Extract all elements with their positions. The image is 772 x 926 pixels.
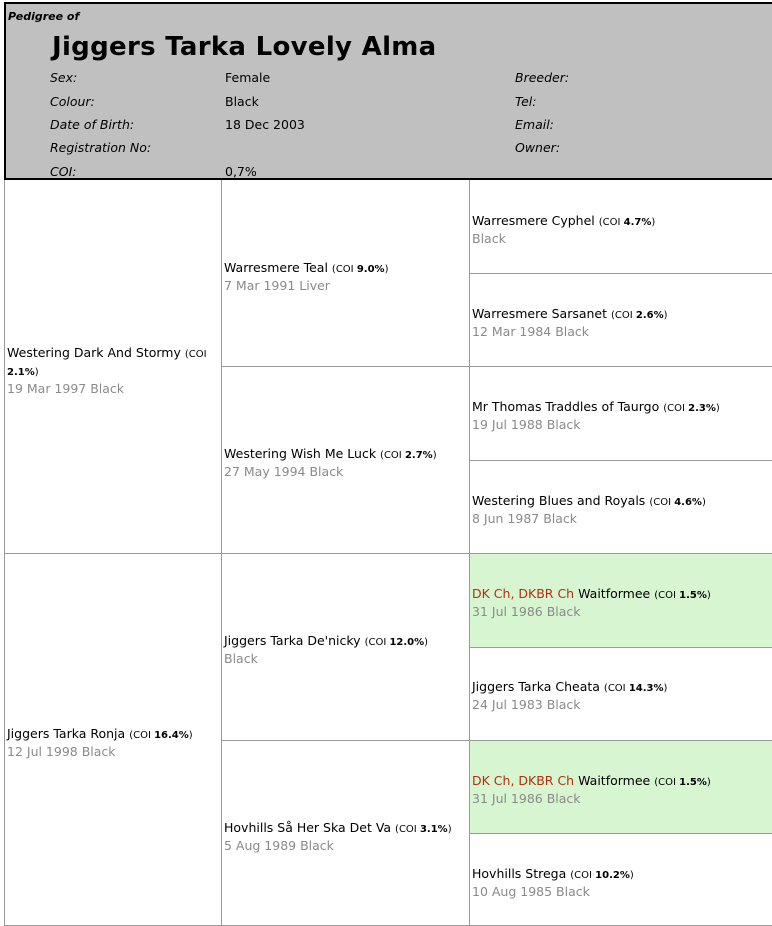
ancestor-ssd[interactable] xyxy=(470,274,772,367)
dog-name: Waitformee xyxy=(578,586,651,601)
dog-entry xyxy=(472,213,771,247)
coi-badge: (COI 4.6%) xyxy=(649,497,706,508)
ancestor-ddd[interactable] xyxy=(470,834,772,926)
dog-name: Mr Thomas Traddles of Taurgo xyxy=(472,399,660,414)
ancestor-dam-sire[interactable] xyxy=(222,554,470,741)
coi-badge: (COI 2.7%) xyxy=(380,450,437,461)
coi-badge: (COI 2.1%) xyxy=(7,349,207,378)
tel-label: Tel: xyxy=(515,94,537,109)
dog-entry xyxy=(472,866,771,900)
coi-badge: (COI 2.6%) xyxy=(611,310,668,321)
ancestor-dam-dam[interactable] xyxy=(222,741,470,926)
colour-label: Colour: xyxy=(50,94,95,109)
email-label: Email: xyxy=(515,117,554,132)
pedigree-of-label: Pedigree of xyxy=(8,10,80,23)
ancestor-sire-dam[interactable] xyxy=(222,367,470,554)
dog-entry xyxy=(472,679,771,713)
dog-name: Jiggers Tarka De'nicky xyxy=(224,633,361,648)
ancestor-sire-sire[interactable] xyxy=(222,180,470,367)
dog-name-title: Jiggers Tarka Lovely Alma xyxy=(52,32,437,62)
owner-label: Owner: xyxy=(515,140,561,155)
dog-details: 8 Jun 1987 Black xyxy=(472,511,578,526)
sex-label: Sex: xyxy=(50,70,78,85)
ancestor-dds[interactable] xyxy=(470,741,772,834)
colour-value: Black xyxy=(225,94,259,109)
dog-name: Westering Wish Me Luck xyxy=(224,446,377,461)
coi-badge: (COI 14.3%) xyxy=(603,683,668,694)
registration-label: Registration No: xyxy=(50,140,152,155)
dog-details: 31 Jul 1986 Black xyxy=(472,791,581,806)
dog-name: Hovhills Strega xyxy=(472,866,567,881)
coi-badge: (COI 12.0%) xyxy=(364,637,429,648)
ancestor-dsd[interactable] xyxy=(470,648,772,741)
coi-label: COI: xyxy=(50,164,77,179)
dog-name: Warresmere Sarsanet xyxy=(472,306,608,321)
dog-name: Jiggers Tarka Ronja xyxy=(7,726,126,741)
ancestor-sds[interactable] xyxy=(470,367,772,461)
dog-details: 19 Jul 1988 Black xyxy=(472,417,581,432)
dog-details: Black xyxy=(224,651,258,666)
ancestor-sire[interactable] xyxy=(4,180,222,554)
coi-badge: (COI 16.4%) xyxy=(129,730,193,741)
dog-entry xyxy=(472,493,771,527)
ancestor-sdd[interactable] xyxy=(470,461,772,554)
pedigree-grid xyxy=(4,180,772,924)
ancestor-sss[interactable] xyxy=(470,180,772,274)
ancestor-dss[interactable] xyxy=(470,554,772,648)
dog-name: Warresmere Teal xyxy=(224,260,328,275)
champion-titles: DK Ch, DKBR Ch xyxy=(472,773,575,788)
dog-details: 27 May 1994 Black xyxy=(224,464,344,479)
dog-entry xyxy=(472,306,771,340)
breeder-label: Breeder: xyxy=(515,70,570,85)
coi-badge: (COI 3.1%) xyxy=(395,824,452,835)
dog-details: 19 Mar 1997 Black xyxy=(7,381,125,396)
dog-entry xyxy=(7,726,219,760)
coi-badge: (COI 4.7%) xyxy=(598,217,656,228)
dog-details: 12 Mar 1984 Black xyxy=(472,324,590,339)
coi-badge: (COI 1.5%) xyxy=(654,590,711,601)
dog-entry xyxy=(7,345,219,397)
dog-entry xyxy=(472,586,771,620)
sex-value: Female xyxy=(225,70,271,85)
champion-titles: DK Ch, DKBR Ch xyxy=(472,586,575,601)
dog-details: 12 Jul 1998 Black xyxy=(7,744,116,759)
coi-badge: (COI 1.5%) xyxy=(654,777,711,788)
dog-name: Warresmere Cyphel xyxy=(472,213,595,228)
dog-entry xyxy=(224,820,467,854)
dog-details: 7 Mar 1991 Liver xyxy=(224,278,330,293)
dog-name: Westering Dark And Stormy xyxy=(7,345,181,360)
dog-entry xyxy=(224,260,467,294)
coi-badge: (COI 10.2%) xyxy=(570,870,634,881)
dog-name: Jiggers Tarka Cheata xyxy=(472,679,600,694)
dog-entry xyxy=(472,773,771,807)
dog-details: 31 Jul 1986 Black xyxy=(472,604,581,619)
dog-name: Hovhills Så Her Ska Det Va xyxy=(224,820,392,835)
dog-details: 5 Aug 1989 Black xyxy=(224,838,334,853)
dog-entry xyxy=(224,446,467,480)
coi-badge: (COI 2.3%) xyxy=(663,403,720,414)
dog-name: Westering Blues and Royals xyxy=(472,493,646,508)
dob-value: 18 Dec 2003 xyxy=(225,117,305,132)
dob-label: Date of Birth: xyxy=(50,117,135,132)
dog-name: Waitformee xyxy=(578,773,651,788)
ancestor-dam[interactable] xyxy=(4,554,222,926)
dog-details: Black xyxy=(472,231,506,246)
dog-entry xyxy=(224,633,467,667)
coi-value: 0,7% xyxy=(225,164,257,179)
pedigree-header xyxy=(4,2,772,180)
dog-details: 10 Aug 1985 Black xyxy=(472,884,590,899)
dog-entry xyxy=(472,399,771,433)
dog-details: 24 Jul 1983 Black xyxy=(472,697,581,712)
coi-badge: (COI 9.0%) xyxy=(331,264,389,275)
